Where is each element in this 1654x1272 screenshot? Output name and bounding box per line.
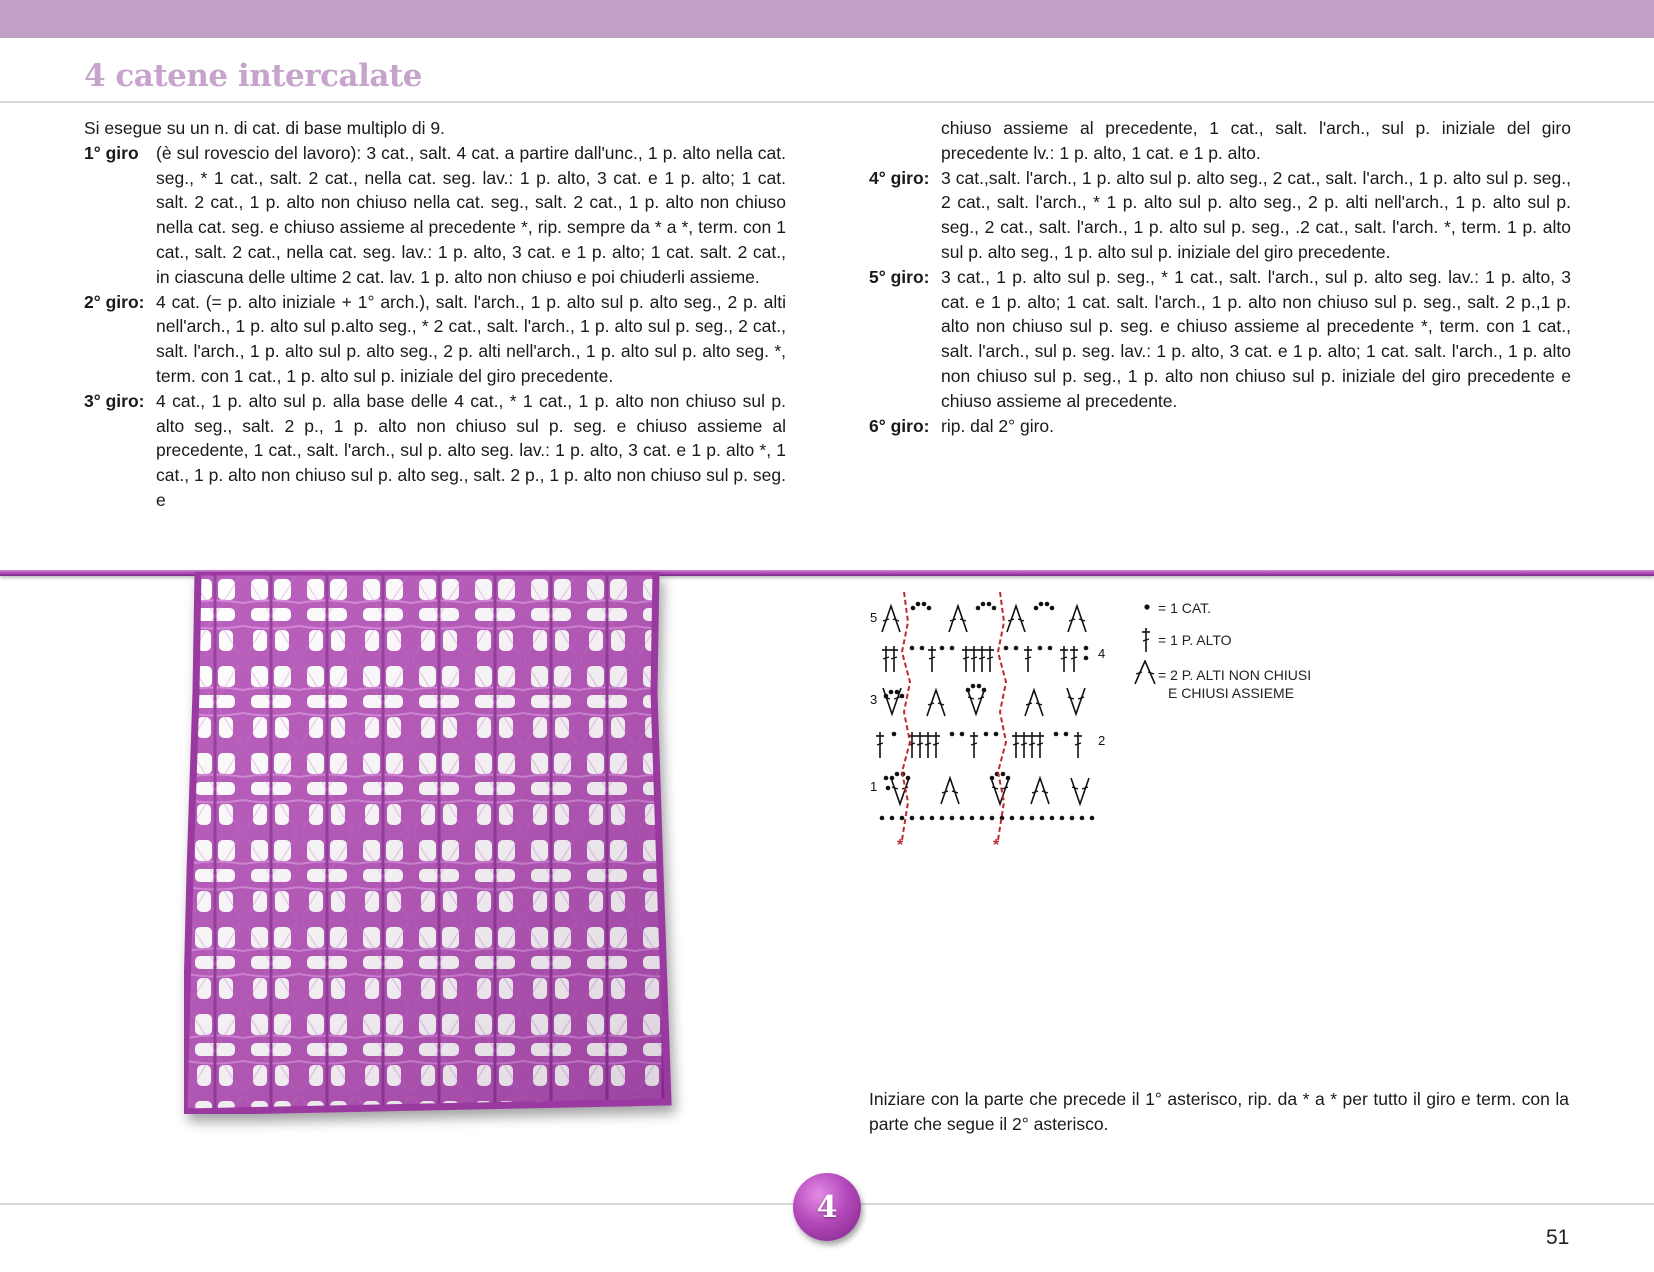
instructions-left-column bbox=[84, 116, 786, 513]
repeat-note: Iniziare con la parte che precede il 1° asterisco, rip. da * a * per tutto il giro e term. con la parte che segue il 2° asterisco. bbox=[869, 1089, 1569, 1134]
page-title: 4 catene intercalate bbox=[84, 58, 422, 94]
round-2 bbox=[84, 290, 786, 389]
round-label: 2° giro: bbox=[84, 291, 145, 312]
legend-line-2: E CHIUSI ASSIEME bbox=[1168, 685, 1295, 701]
double-crochet-icon bbox=[1130, 628, 1160, 652]
dot-icon bbox=[1130, 596, 1160, 620]
intro-text: Si esegue su un n. di cat. di base multiplo di 9. bbox=[84, 118, 445, 138]
round-5 bbox=[869, 265, 1571, 414]
round-4 bbox=[869, 166, 1571, 265]
page-number: 51 bbox=[1546, 1226, 1570, 1249]
round-text: 3 cat., 1 p. alto sul p. seg., * 1 cat., salt. l'arch., sul p. alto seg. lav.: 1 p. alto, 3 cat. e 1 p. alto; 1 cat. salt. l'arch., 1 p. alto non chiuso sul p. seg., salt. 2 p.,1 p. alto non chiuso sul p. seg. e chiuso assieme al precedente *, term. con 1 cat., salt. l'arch., sul p. seg. lav.: 1 p. alto, 3 cat. e 1 p. alto; 1 cat. salt. l'arch., 1 p. alto non chiuso sul p. seg., 1 p. alto non chiuso sul p. iniziale del giro precedente e chiuso assieme al precedente. bbox=[941, 266, 1571, 411]
round-3 bbox=[84, 389, 786, 513]
round-text: 3 cat.,salt. l'arch., 1 p. alto sul p. alto seg., 2 cat., salt. l'arch., 1 p. alto sul p. seg., 2 cat., salt. l'arch., * 1 p. alto sul p. alto seg., 2 p. alti nell'arch., 1 p. alto sul p. seg., 2 cat., salt. l'arch., 1 p. alto sul p. seg., .2 cat., salt. l'arch. *, term. 1 p. alto sul p. alto seg., 1 p. alto sul p. iniziale del giro precedente. bbox=[941, 167, 1571, 262]
title-divider bbox=[0, 101, 1654, 103]
round-label: 1° giro bbox=[84, 142, 139, 163]
round-label: 3° giro: bbox=[84, 390, 145, 411]
round-3-continued: chiuso assieme al precedente, 1 cat., salt. l'arch., sul p. iniziale del giro precedente lv.: 1 p. alto, 1 cat. e 1 p. alto. bbox=[941, 118, 1571, 163]
legend-text bbox=[1158, 666, 1311, 702]
row-number: 4 bbox=[1098, 646, 1106, 661]
round-1 bbox=[84, 141, 786, 290]
top-color-band bbox=[0, 0, 1654, 38]
row-number: 1 bbox=[870, 779, 878, 794]
round-text: (è sul rovescio del lavoro): 3 cat., salt. 4 cat. a partire dall'unc., 1 p. alto nella cat. seg., * 1 cat., salt. 2 cat., nella cat. seg. lav.: 1 p. alto, 3 cat. e 1 p. alto; 1 cat. salt. 2 cat., 1 p. alto non chiuso nella cat. seg., salt. 2 cat., 1 p. alto non chiuso nella cat. seg. e chiuso assieme al precedente *, rip. sempre da * a *, term. con 1 cat., salt. 2 cat., nella cat. seg. lav.: 1 p. alto, 3 cat. e 1 p. alto; 1 cat. salt. 2 cat., in ciascuna delle ultime 2 cat. lav. 1 p. alto non chiuso e poi chiuderli assieme. bbox=[156, 142, 786, 287]
row-number: 3 bbox=[870, 692, 878, 707]
crochet-swatch-image bbox=[184, 572, 692, 1114]
legend-text: = 1 CAT. bbox=[1158, 600, 1212, 616]
round-text: rip. dal 2° giro. bbox=[941, 415, 1055, 436]
legend-line-1: = 2 P. ALTI NON CHIUSI bbox=[1158, 667, 1312, 683]
svg-text:*: * bbox=[993, 837, 1000, 850]
pattern-number: 4 bbox=[816, 1190, 838, 1225]
round-text: 4 cat. (= p. alto iniziale + 1° arch.), salt. l'arch., 1 p. alto sul p. alto seg., 2 p. alti nell'arch., 1 p. alto sul p.alto seg., * 2 cat., salt. l'arch., 1 p. alto sul p. seg., 2 cat., salt. l'arch., 1 p. alto sul p. alto seg., 2 p. alti nell'arch., 1 p. alto sul p. alto seg. *, term. con 1 cat., 1 p. alto sul p. iniziale del giro precedente. bbox=[156, 291, 786, 386]
row-number: 2 bbox=[1098, 733, 1106, 748]
crochet-chart-diagram bbox=[866, 592, 1108, 850]
legend-text: = 1 P. ALTO bbox=[1158, 632, 1232, 648]
round-label: 4° giro: bbox=[869, 167, 930, 188]
instructions-right-column bbox=[869, 116, 1571, 438]
row-number: 5 bbox=[870, 610, 878, 625]
round-text: 4 cat., 1 p. alto sul p. alla base delle 4 cat., * 1 cat., 1 p. alto non chiuso sul p. alto seg., salt. 2 p., 1 p. alto non chiuso sul p. seg. e chiuso assieme al precedente, 1 cat., salt. l'arch., sul p. alto seg. lav.: 1 p. alto, 3 cat. e 1 p. alto *, 1 cat., 1 p. alto non chiuso sul p. alto seg., salt. 2 p., 1 p. alto non chiuso sul p. seg. e bbox=[156, 390, 786, 510]
round-6 bbox=[869, 414, 1571, 439]
round-label: 5° giro: bbox=[869, 266, 930, 287]
cluster-icon bbox=[1130, 660, 1160, 684]
svg-text:*: * bbox=[897, 837, 904, 850]
round-label: 6° giro: bbox=[869, 415, 930, 436]
